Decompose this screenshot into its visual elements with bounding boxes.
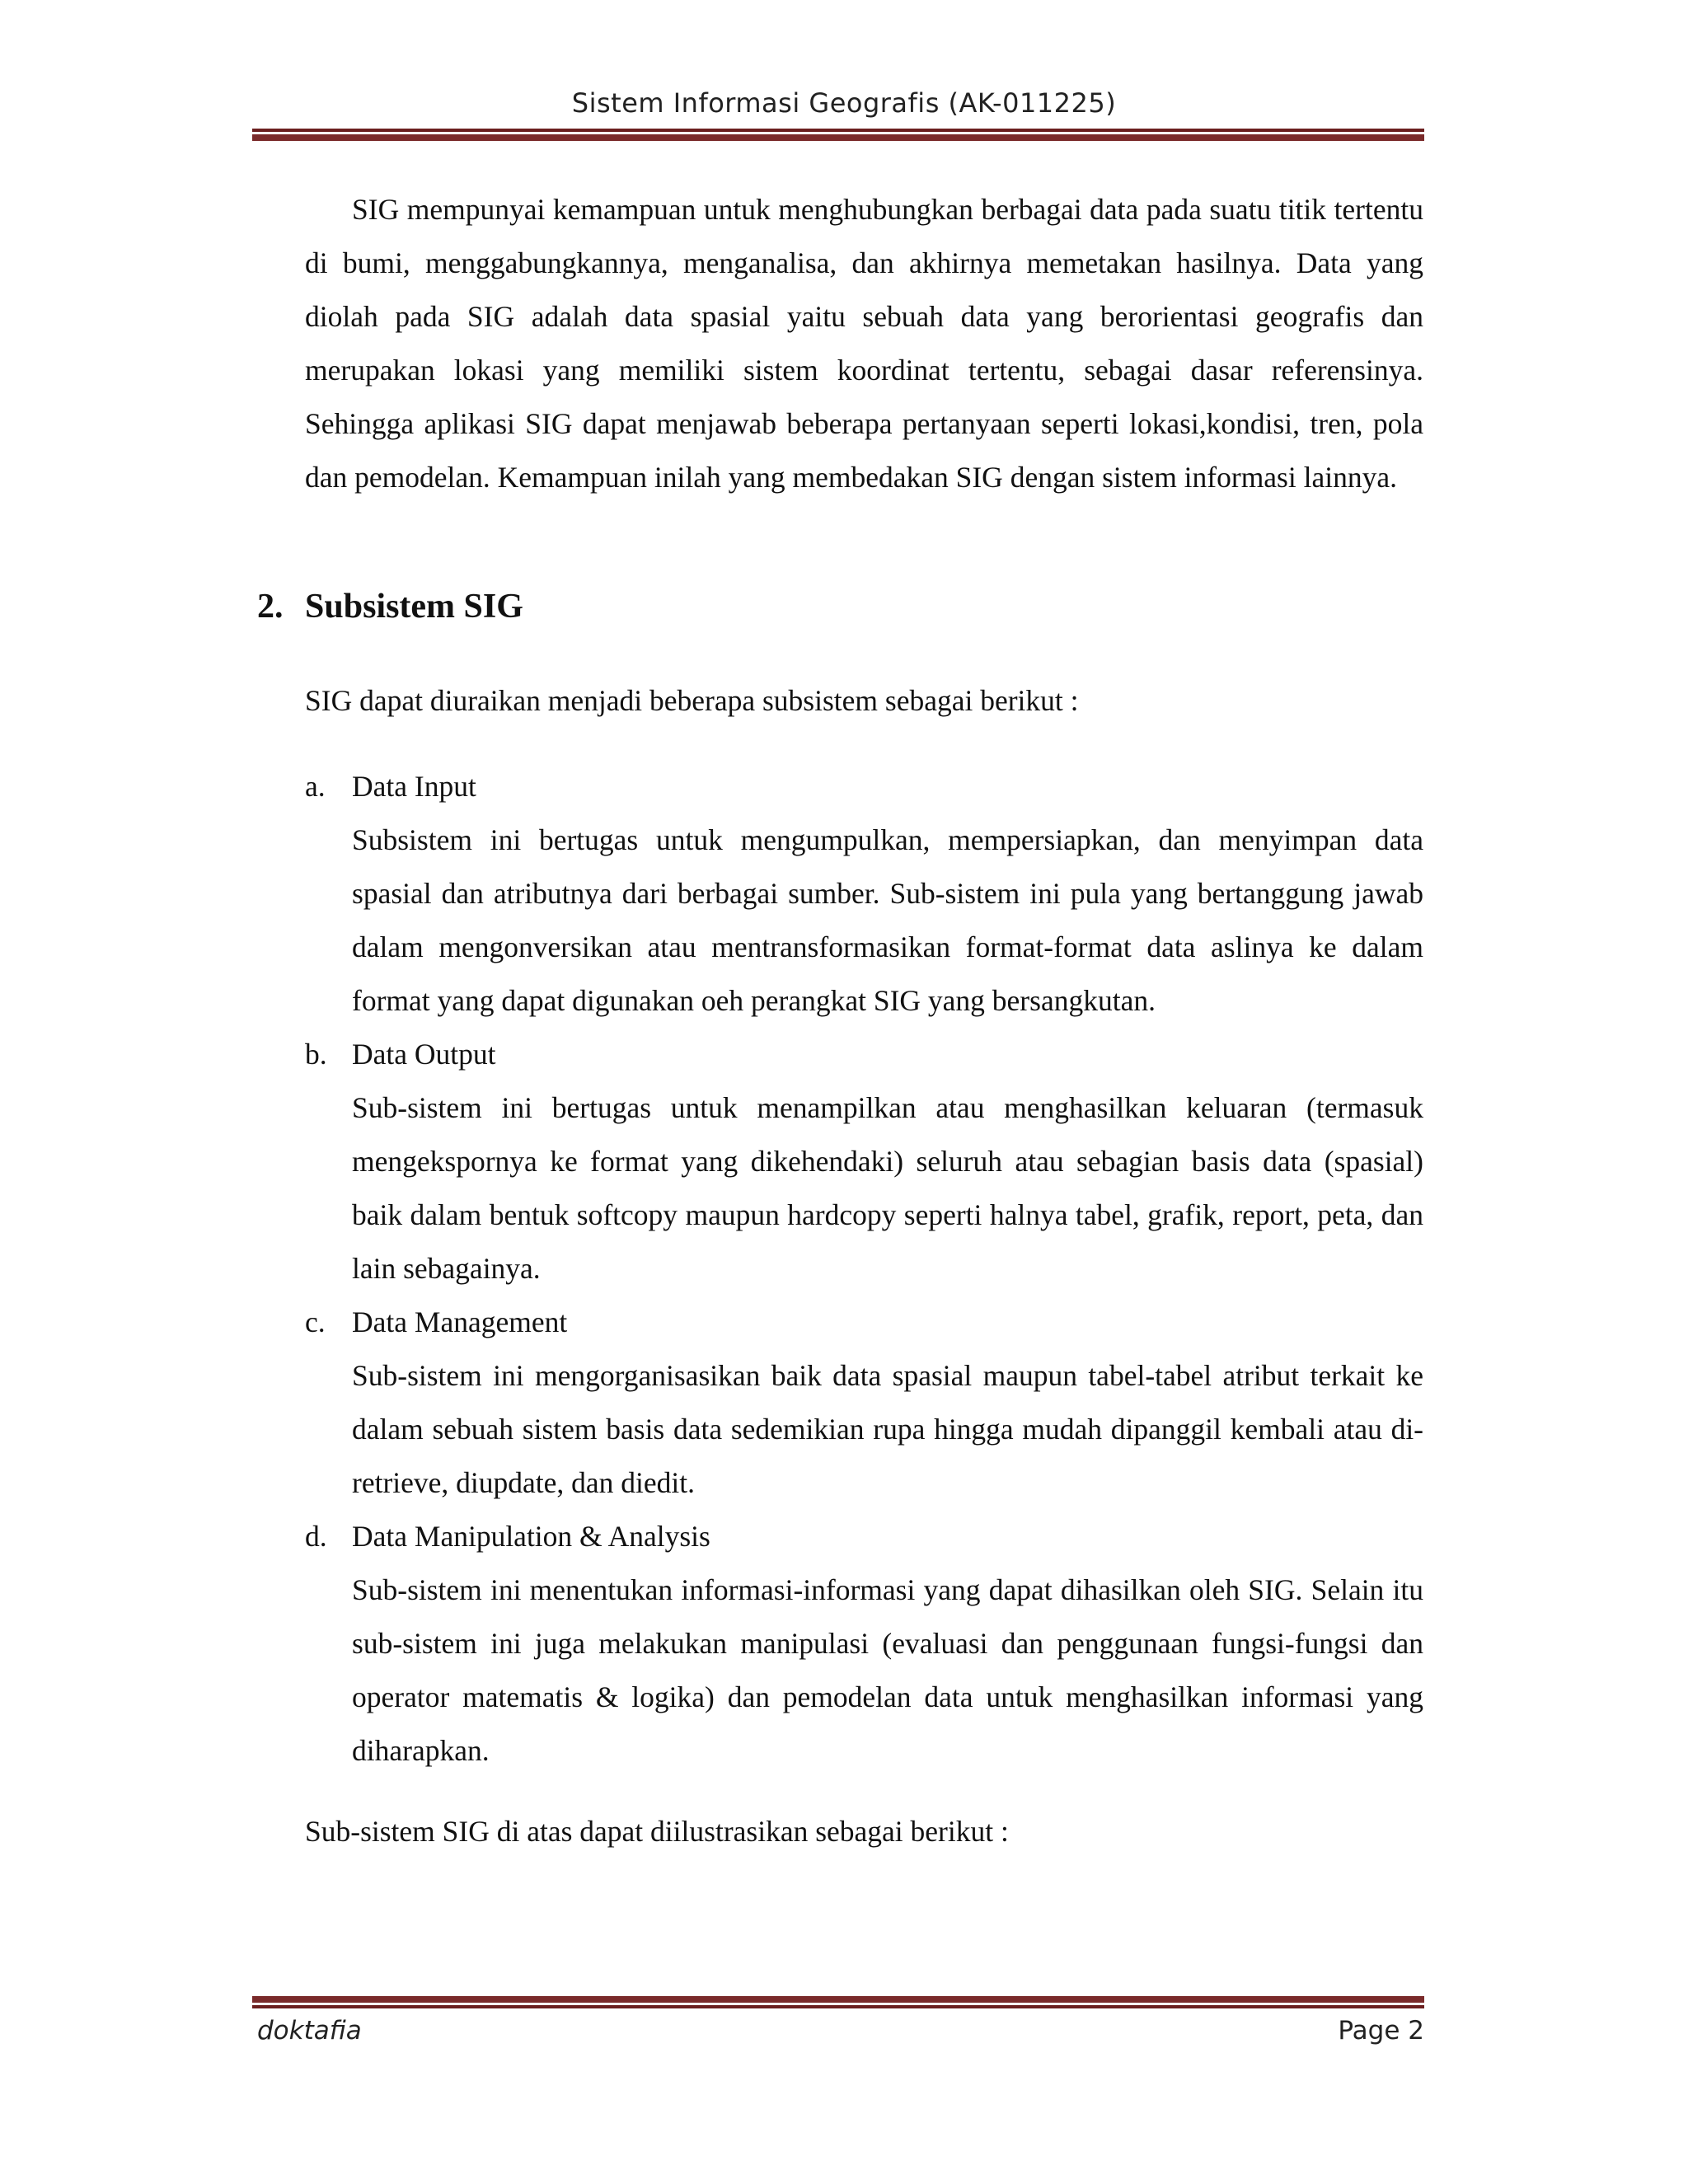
list-marker: b.: [305, 1038, 327, 1071]
list-item-description: Sub-sistem ini mengorganisasikan baik data spasial maupun tabel-tabel atribut terkait ke dalam sebuah sistem basis data sedemikian rupa hingga mudah dipanggil kembali atau di-retrieve, diupdate, dan diedit.: [352, 1359, 1423, 1499]
list-item-title: Data Input: [352, 770, 476, 803]
list-item: [305, 1296, 1423, 1510]
list-item: [305, 1510, 1423, 1778]
list-item-title: Data Output: [352, 1038, 496, 1071]
section-lead: SIG dapat diuraikan menjadi beberapa subsistem sebagai berikut :: [305, 684, 1079, 717]
list-item-title: Data Manipulation & Analysis: [352, 1520, 710, 1553]
list-marker: c.: [305, 1305, 326, 1338]
intro-paragraph: SIG mempunyai kemampuan untuk menghubungkan berbagai data pada suatu titik tertentu di bumi, menggabungkannya, menganalisa, dan akhirnya memetakan hasilnya. Data yang diolah pada SIG adalah data spasial yaitu sebuah data yang berorientasi geografis dan merupakan lokasi yang memiliki sistem koordinat tertentu, sebagai dasar referensinya. Sehingga aplikasi SIG dapat menjawab beberapa pertanyaan seperti lokasi,kondisi, tren, pola dan pemodelan. Kemampuan inilah yang membedakan SIG dengan sistem informasi lainnya.: [305, 193, 1423, 494]
section-heading: [257, 587, 523, 626]
section-title: Subsistem SIG: [305, 588, 523, 626]
section-number: 2.: [257, 588, 284, 626]
footer-rule: [252, 1996, 1424, 2008]
section-closing: Sub-sistem SIG di atas dapat diilustrasikan sebagai berikut :: [305, 1815, 1009, 1848]
subsystem-list: [305, 760, 1423, 1778]
list-item-description: Sub-sistem ini bertugas untuk menampilkan atau menghasilkan keluaran (termasuk mengekspornya ke format yang dikehendaki) seluruh atau sebagian basis data (spasial) baik dalam bentuk softcopy maupun hardcopy seperti halnya tabel, grafik, report, peta, dan lain sebagainya.: [352, 1091, 1423, 1285]
list-item-description: Sub-sistem ini menentukan informasi-informasi yang dapat dihasilkan oleh SIG. Selain itu sub-sistem ini juga melakukan manipulasi (evaluasi dan penggunaan fungsi-fungsi dan operator matematis & logika) dan pemodelan data untuk menghasilkan informasi yang diharapkan.: [352, 1573, 1423, 1767]
footer-page-number: Page 2: [1338, 2016, 1424, 2046]
list-item-title: Data Management: [352, 1305, 568, 1338]
header-rule: [252, 129, 1424, 141]
list-item-description: Subsistem ini bertugas untuk mengumpulkan, mempersiapkan, dan menyimpan data spasial dan atributnya dari berbagai sumber. Sub-sistem ini pula yang bertanggung jawab dalam mengonversikan atau mentransformasikan format-format data aslinya ke dalam format yang dapat digunakan oeh perangkat SIG yang bersangkutan.: [352, 823, 1423, 1017]
page-header-title: Sistem Informasi Geografis (AK-011225): [571, 87, 1117, 119]
list-marker: a.: [305, 770, 326, 803]
list-item: [305, 760, 1423, 1028]
list-marker: d.: [305, 1520, 327, 1553]
footer-author: doktafia: [257, 2016, 362, 2046]
list-item: [305, 1028, 1423, 1296]
